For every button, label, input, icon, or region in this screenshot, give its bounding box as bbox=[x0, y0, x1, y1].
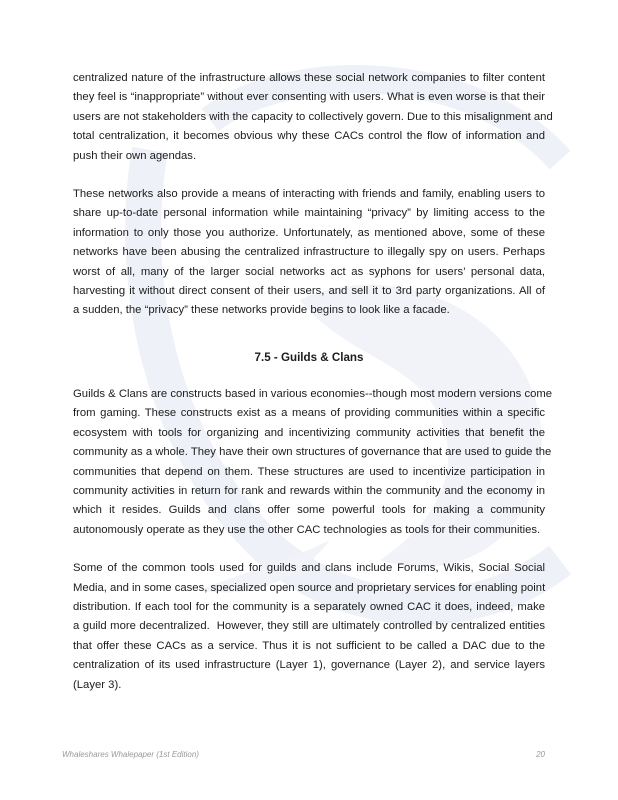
section-heading: 7.5 - Guilds & Clans bbox=[254, 350, 364, 364]
paragraph-privacy: These networks also provide a means of interacting with friends and family, enabling users to share up-to-date personal information while maintaining “privacy” by limiting access to the information to only those you authorize. Unfortunately, as mentioned above, some of these networks have been abusing the centralized infrastructure to illegally spy on users. Perhaps worst of all, many of the larger social networks act as syphons for users’ personal data, harvesting it without direct consent of their users, and sell it to 3rd party organizations. All of a sudden, the “privacy” these networks provide begins to look like a facade. bbox=[73, 188, 545, 317]
page-body bbox=[73, 69, 553, 714]
page-footer bbox=[62, 750, 545, 759]
paragraph-guilds-definition: Guilds & Clans are constructs based in various economies--though most modern versions come from gaming. These constructs exist as a means of providing communities within a specific ecosystem with tools for organizing and incentivizing community activities that benefit the community as a whole. They have their own structures of governance that are used to guide the communities that depend on them. These structures are used to incentivize participation in community activities in return for rank and rewards within the community and the economy in which it resides. Guilds and clans offer some powerful tools for making a community autonomously operate as they use the other CAC technologies as tools for their communities. bbox=[73, 387, 553, 536]
page-number: 20 bbox=[536, 750, 545, 759]
paragraph-centralization: centralized nature of the infrastructure allows these social network companies to filter content they feel is “inappropriate” without ever consenting with users. What is even worse is that their users are not stakeholders with the capacity to collectively govern. Due to this misalignment and total centralization, it becomes obvious why these CACs control the flow of information and push their own agendas. bbox=[73, 72, 553, 162]
paragraph-guild-tools: Some of the common tools used for guilds and clans include Forums, Wikis, Social Social Media, and in some cases, specialized open source and proprietary services for enabling point distribution. If each tool for the community is a separately owned CAC it does, indeed, make a guild more decentralized. However, they still are ultimately controlled by centralized entities that offer these CACs as a service. Thus it is not sufficient to be called a DAC due to the centralization of its used infrastructure (Layer 1), governance (Layer 2), and service layers (Layer 3). bbox=[73, 562, 546, 691]
footer-title: Whaleshares Whalepaper (1st Edition) bbox=[62, 750, 199, 759]
